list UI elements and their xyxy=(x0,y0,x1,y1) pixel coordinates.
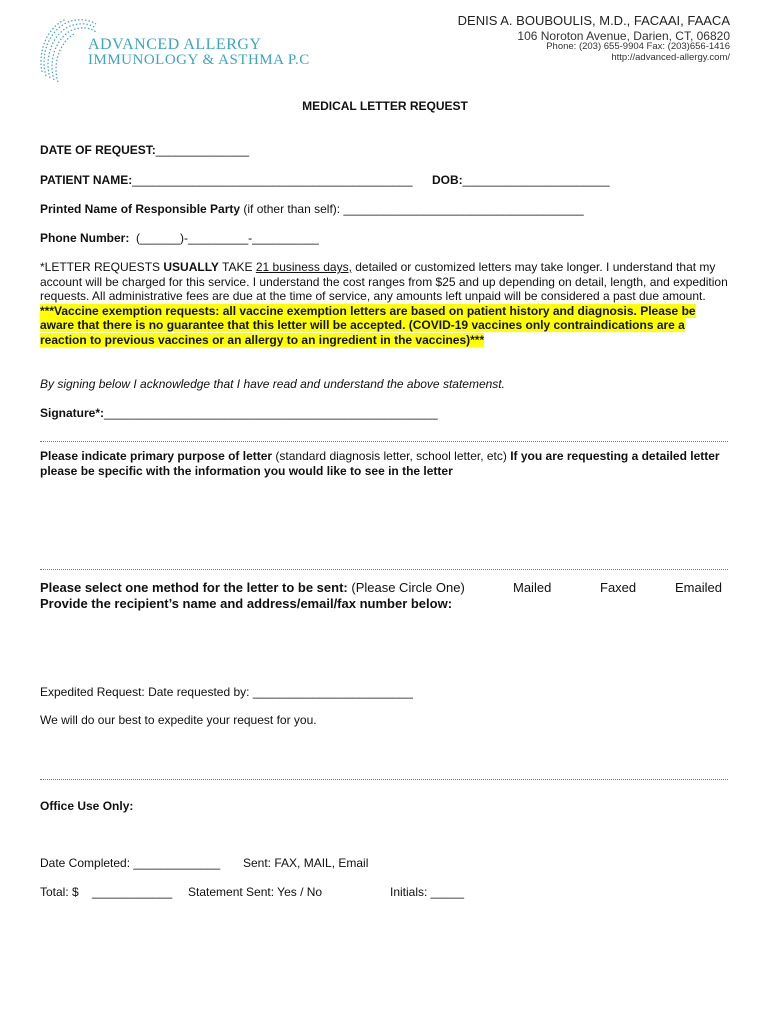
notice-rest: detailed or customized letters may take longer. I understand that my account will be charged for this service. I understand the cost ranges from $25 and up depending on detail, length, and expedition requests. All administrative fees are due at the time of service, any amounts left unpaid will be considered a past due amount. xyxy=(40,260,728,304)
purpose-lead: Please indicate primary purpose of letter xyxy=(40,449,273,463)
statement-sent-field[interactable]: Statement Sent: Yes / No xyxy=(188,885,323,899)
method-option-faxed[interactable]: Faxed xyxy=(600,580,637,595)
date-completed-field[interactable]: Date Completed: _____________ xyxy=(40,856,221,870)
total-label: Total: $ xyxy=(40,885,79,899)
doctor-name: DENIS A. BOUBOULIS, M.D., FACAAI, FAACA xyxy=(457,13,730,28)
notice-lead: *LETTER REQUESTS xyxy=(40,260,164,274)
total-field[interactable] xyxy=(40,885,172,899)
total-blank[interactable]: ____________ xyxy=(92,885,173,899)
signature-blank[interactable]: __________________________________________________ xyxy=(104,406,438,420)
date-of-request-blank[interactable]: ______________ xyxy=(155,143,250,157)
phone-number-field[interactable] xyxy=(40,231,319,245)
dob-field[interactable] xyxy=(432,173,610,187)
responsible-party-note: (if other than self): xyxy=(240,202,341,216)
company-logo xyxy=(38,16,318,96)
expedited-request-field[interactable] xyxy=(40,685,413,699)
patient-name-label: PATIENT NAME: xyxy=(40,173,133,187)
office-use-title: Office Use Only: xyxy=(40,799,134,813)
office-url[interactable]: http://advanced-allergy.com/ xyxy=(611,52,730,63)
notice-days: 21 business days, xyxy=(255,260,352,274)
responsible-party-label: Printed Name of Responsible Party xyxy=(40,202,241,216)
phone-number-blank[interactable]: (______)-_________-__________ xyxy=(136,231,319,245)
responsible-party-blank[interactable]: ____________________________________ xyxy=(340,202,584,216)
purpose-detail: If you are requesting a detailed letter please be specific with the information you would like to see in the letter xyxy=(40,449,720,478)
notice-take: TAKE xyxy=(218,260,256,274)
purpose-example: (standard diagnosis letter, school letter, etc) xyxy=(272,449,511,463)
terms-notice xyxy=(40,260,732,348)
sent-method-field[interactable]: Sent: FAX, MAIL, Email xyxy=(243,856,369,870)
vaccine-exemption-notice: ***Vaccine exemption requests: all vaccine exemption letters are based on patient history and diagnosis. Please be aware that there is no guarantee that this letter will be accepted. (COVID-19 vaccines only contraindications are a reaction to previous vaccines or an allergy to an ingredient in the vaccines)*** xyxy=(40,303,696,347)
expedited-blank[interactable]: ________________________ xyxy=(252,685,413,699)
phone-number-label: Phone Number: xyxy=(40,231,130,245)
office-phone-fax: Phone: (203) 655-9904 Fax: (203)656-1416 xyxy=(546,41,730,52)
method-prompt xyxy=(40,580,465,595)
signature-field[interactable] xyxy=(40,406,438,420)
method-option-mailed[interactable]: Mailed xyxy=(513,580,552,595)
method-lead: Please select one method for the letter to be sent: xyxy=(40,580,348,595)
purpose-prompt xyxy=(40,449,732,479)
responsible-party-field[interactable] xyxy=(40,202,584,216)
method-option-emailed[interactable]: Emailed xyxy=(675,580,722,595)
logo-text-line2: IMMUNOLOGY & ASTHMA P.C xyxy=(88,52,310,68)
section-divider xyxy=(40,569,728,570)
notice-usually: USUALLY xyxy=(163,260,219,274)
patient-name-field[interactable] xyxy=(40,173,413,187)
section-divider xyxy=(40,779,728,780)
logo-text-line1: ADVANCED ALLERGY xyxy=(88,36,262,53)
office-address: 106 Noroton Avenue, Darien, CT, 06820 xyxy=(517,29,730,43)
date-of-request-field[interactable] xyxy=(40,143,249,157)
signature-label: Signature*: xyxy=(40,406,105,420)
section-divider xyxy=(40,441,728,442)
expedited-label: Expedited Request: Date requested by: xyxy=(40,685,253,699)
initials-field[interactable]: Initials: _____ xyxy=(390,885,465,899)
dob-label: DOB: xyxy=(432,173,463,187)
date-of-request-label: DATE OF REQUEST: xyxy=(40,143,156,157)
dob-blank[interactable]: ______________________ xyxy=(462,173,610,187)
expedite-note: We will do our best to expedite your request for you. xyxy=(40,713,317,727)
patient-name-blank[interactable]: __________________________________________ xyxy=(132,173,413,187)
page-title: MEDICAL LETTER REQUEST xyxy=(302,99,468,113)
method-circle-note: (Please Circle One) xyxy=(347,580,465,595)
recipient-prompt: Provide the recipient’s name and address/email/fax number below: xyxy=(40,596,453,611)
acknowledge-statement: By signing below I acknowledge that I have read and understand the above statemenst. xyxy=(40,377,505,391)
